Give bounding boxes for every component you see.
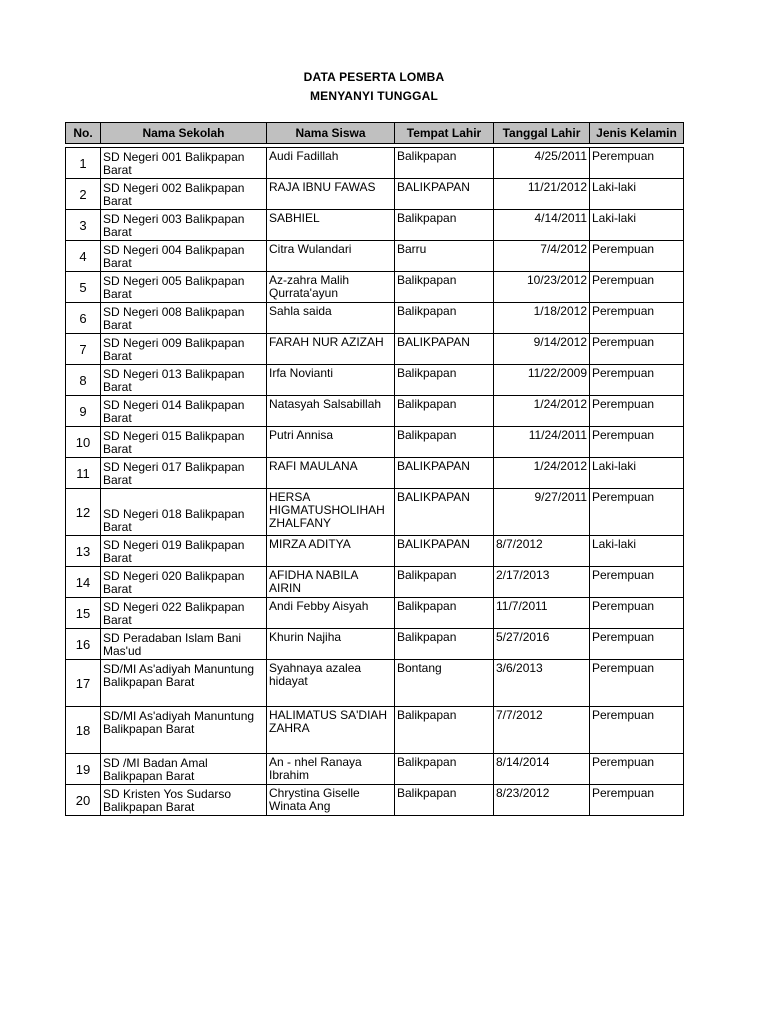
- table-row: [66, 629, 684, 660]
- row-no: 7: [66, 334, 101, 365]
- row-gender: Perempuan: [590, 567, 684, 598]
- row-no: 11: [66, 458, 101, 489]
- row-birthplace: BALIKPAPAN: [395, 334, 494, 365]
- row-no: 12: [66, 489, 101, 536]
- row-gender: Perempuan: [590, 365, 684, 396]
- row-school: SD/MI As'adiyah Manuntung Balikpapan Barat: [101, 660, 267, 707]
- row-gender: Perempuan: [590, 272, 684, 303]
- row-student-name: SABHIEL: [267, 210, 395, 241]
- row-no: 5: [66, 272, 101, 303]
- row-school: SD Negeri 001 Balikpapan Barat: [101, 148, 267, 179]
- table-row: [66, 567, 684, 598]
- row-birthdate: 1/24/2012: [494, 396, 590, 427]
- document-title: DATA PESERTA LOMBA: [303, 70, 445, 84]
- row-school: SD/MI As'adiyah Manuntung Balikpapan Barat: [101, 707, 267, 754]
- row-school: SD Negeri 008 Balikpapan Barat: [101, 303, 267, 334]
- row-birthdate: 9/14/2012: [494, 334, 590, 365]
- row-student-name: RAFI MAULANA: [267, 458, 395, 489]
- row-birthdate: 11/7/2011: [494, 598, 590, 629]
- row-birthplace: Balikpapan: [395, 629, 494, 660]
- table-row: [66, 660, 684, 707]
- row-student-name: An - nhel Ranaya Ibrahim: [267, 754, 395, 785]
- table-row: [66, 396, 684, 427]
- row-no: 18: [66, 707, 101, 754]
- row-student-name: Az-zahra Malih Qurrata'ayun: [267, 272, 395, 303]
- header-school: Nama Sekolah: [101, 123, 267, 144]
- row-gender: Laki-laki: [590, 210, 684, 241]
- row-student-name: RAJA IBNU FAWAS: [267, 179, 395, 210]
- row-birthplace: BALIKPAPAN: [395, 489, 494, 536]
- document-subtitle: MENYANYI TUNGGAL: [309, 89, 439, 103]
- table-row: [66, 598, 684, 629]
- table-row: [66, 536, 684, 567]
- row-student-name: Khurin Najiha: [267, 629, 395, 660]
- row-school: SD Negeri 009 Balikpapan Barat: [101, 334, 267, 365]
- row-birthplace: BALIKPAPAN: [395, 536, 494, 567]
- row-student-name: Citra Wulandari: [267, 241, 395, 272]
- row-school: SD Negeri 004 Balikpapan Barat: [101, 241, 267, 272]
- row-gender: Perempuan: [590, 660, 684, 707]
- row-birthplace: Bontang: [395, 660, 494, 707]
- table-row: [66, 272, 684, 303]
- row-birthdate: 11/24/2011: [494, 427, 590, 458]
- row-gender: Perempuan: [590, 334, 684, 365]
- row-birthplace: Balikpapan: [395, 785, 494, 816]
- row-school: SD Kristen Yos Sudarso Balikpapan Barat: [101, 785, 267, 816]
- row-no: 3: [66, 210, 101, 241]
- row-no: 8: [66, 365, 101, 396]
- row-school: SD Negeri 022 Balikpapan Barat: [101, 598, 267, 629]
- row-school: SD Negeri 013 Balikpapan Barat: [101, 365, 267, 396]
- row-gender: Perempuan: [590, 396, 684, 427]
- table-row: [66, 148, 684, 179]
- row-no: 1: [66, 148, 101, 179]
- row-birthplace: Balikpapan: [395, 567, 494, 598]
- row-no: 6: [66, 303, 101, 334]
- row-no: 19: [66, 754, 101, 785]
- row-birthdate: 8/14/2014: [494, 754, 590, 785]
- row-birthplace: Balikpapan: [395, 707, 494, 754]
- table-row: [66, 707, 684, 754]
- header-birthplace: Tempat Lahir: [395, 123, 494, 144]
- table-row: [66, 489, 684, 536]
- header-birthdate: Tanggal Lahir: [494, 123, 590, 144]
- row-gender: Perempuan: [590, 489, 684, 536]
- row-student-name: Audi Fadillah: [267, 148, 395, 179]
- table-row: [66, 785, 684, 816]
- row-birthdate: 1/24/2012: [494, 458, 590, 489]
- row-gender: Laki-laki: [590, 179, 684, 210]
- row-birthplace: Balikpapan: [395, 210, 494, 241]
- row-school: SD Negeri 014 Balikpapan Barat: [101, 396, 267, 427]
- row-birthdate: 4/25/2011: [494, 148, 590, 179]
- row-student-name: MIRZA ADITYA: [267, 536, 395, 567]
- row-no: 13: [66, 536, 101, 567]
- table-row: [66, 427, 684, 458]
- row-birthdate: 10/23/2012: [494, 272, 590, 303]
- row-birthdate: 11/22/2009: [494, 365, 590, 396]
- row-student-name: HALIMATUS SA'DIAH ZAHRA: [267, 707, 395, 754]
- row-gender: Laki-laki: [590, 536, 684, 567]
- row-birthdate: 5/27/2016: [494, 629, 590, 660]
- row-birthplace: Balikpapan: [395, 427, 494, 458]
- row-no: 16: [66, 629, 101, 660]
- row-student-name: Irfa Novianti: [267, 365, 395, 396]
- row-gender: Perempuan: [590, 707, 684, 754]
- row-birthdate: 3/6/2013: [494, 660, 590, 707]
- row-birthdate: 9/27/2011: [494, 489, 590, 536]
- table-row: [66, 458, 684, 489]
- participants-table: [65, 122, 684, 816]
- row-birthplace: BALIKPAPAN: [395, 458, 494, 489]
- row-student-name: Natasyah Salsabillah: [267, 396, 395, 427]
- row-birthplace: Balikpapan: [395, 148, 494, 179]
- row-gender: Perempuan: [590, 754, 684, 785]
- row-student-name: FARAH NUR AZIZAH: [267, 334, 395, 365]
- row-school: SD /MI Badan Amal Balikpapan Barat: [101, 754, 267, 785]
- row-school: SD Negeri 019 Balikpapan Barat: [101, 536, 267, 567]
- row-birthplace: Barru: [395, 241, 494, 272]
- row-birthplace: Balikpapan: [395, 598, 494, 629]
- table-row: [66, 754, 684, 785]
- row-school: SD Negeri 002 Balikpapan Barat: [101, 179, 267, 210]
- table-body: [66, 148, 684, 816]
- table-row: [66, 241, 684, 272]
- row-gender: Perempuan: [590, 241, 684, 272]
- row-gender: Perempuan: [590, 148, 684, 179]
- row-birthdate: 8/7/2012: [494, 536, 590, 567]
- row-student-name: HERSA HIGMATUSHOLIHAH ZHALFANY: [267, 489, 395, 536]
- row-school: SD Negeri 017 Balikpapan Barat: [101, 458, 267, 489]
- row-birthdate: 1/18/2012: [494, 303, 590, 334]
- row-birthplace: Balikpapan: [395, 396, 494, 427]
- row-birthdate: 7/4/2012: [494, 241, 590, 272]
- header-no: No.: [66, 123, 101, 144]
- row-gender: Perempuan: [590, 629, 684, 660]
- row-birthplace: Balikpapan: [395, 365, 494, 396]
- row-no: 14: [66, 567, 101, 598]
- row-birthdate: 4/14/2011: [494, 210, 590, 241]
- row-no: 17: [66, 660, 101, 707]
- row-birthplace: Balikpapan: [395, 272, 494, 303]
- table-row: [66, 334, 684, 365]
- row-no: 15: [66, 598, 101, 629]
- row-student-name: Syahnaya azalea hidayat: [267, 660, 395, 707]
- row-no: 9: [66, 396, 101, 427]
- header-student-name: Nama Siswa: [267, 123, 395, 144]
- row-no: 10: [66, 427, 101, 458]
- row-student-name: Sahla saida: [267, 303, 395, 334]
- row-student-name: Andi Febby Aisyah: [267, 598, 395, 629]
- row-birthdate: 7/7/2012: [494, 707, 590, 754]
- table-row: [66, 365, 684, 396]
- row-no: 20: [66, 785, 101, 816]
- row-gender: Perempuan: [590, 785, 684, 816]
- row-birthplace: BALIKPAPAN: [395, 179, 494, 210]
- row-no: 2: [66, 179, 101, 210]
- row-birthdate: 8/23/2012: [494, 785, 590, 816]
- row-school: SD Negeri 005 Balikpapan Barat: [101, 272, 267, 303]
- row-school: SD Negeri 015 Balikpapan Barat: [101, 427, 267, 458]
- table-row: [66, 210, 684, 241]
- row-birthplace: Balikpapan: [395, 754, 494, 785]
- row-school: SD Negeri 018 Balikpapan Barat: [101, 489, 267, 536]
- table-header-row: [66, 123, 684, 144]
- row-gender: Laki-laki: [590, 458, 684, 489]
- header-gender: Jenis Kelamin: [590, 123, 684, 144]
- row-student-name: Chrystina Giselle Winata Ang: [267, 785, 395, 816]
- row-school: SD Negeri 003 Balikpapan Barat: [101, 210, 267, 241]
- row-gender: Perempuan: [590, 598, 684, 629]
- row-no: 4: [66, 241, 101, 272]
- row-gender: Perempuan: [590, 427, 684, 458]
- row-birthplace: Balikpapan: [395, 303, 494, 334]
- table-row: [66, 303, 684, 334]
- row-school: SD Peradaban Islam Bani Mas'ud: [101, 629, 267, 660]
- row-school: SD Negeri 020 Balikpapan Barat: [101, 567, 267, 598]
- row-student-name: AFIDHA NABILA AIRIN: [267, 567, 395, 598]
- row-gender: Perempuan: [590, 303, 684, 334]
- row-birthdate: 2/17/2013: [494, 567, 590, 598]
- row-birthdate: 11/21/2012: [494, 179, 590, 210]
- table-row: [66, 179, 684, 210]
- row-student-name: Putri Annisa: [267, 427, 395, 458]
